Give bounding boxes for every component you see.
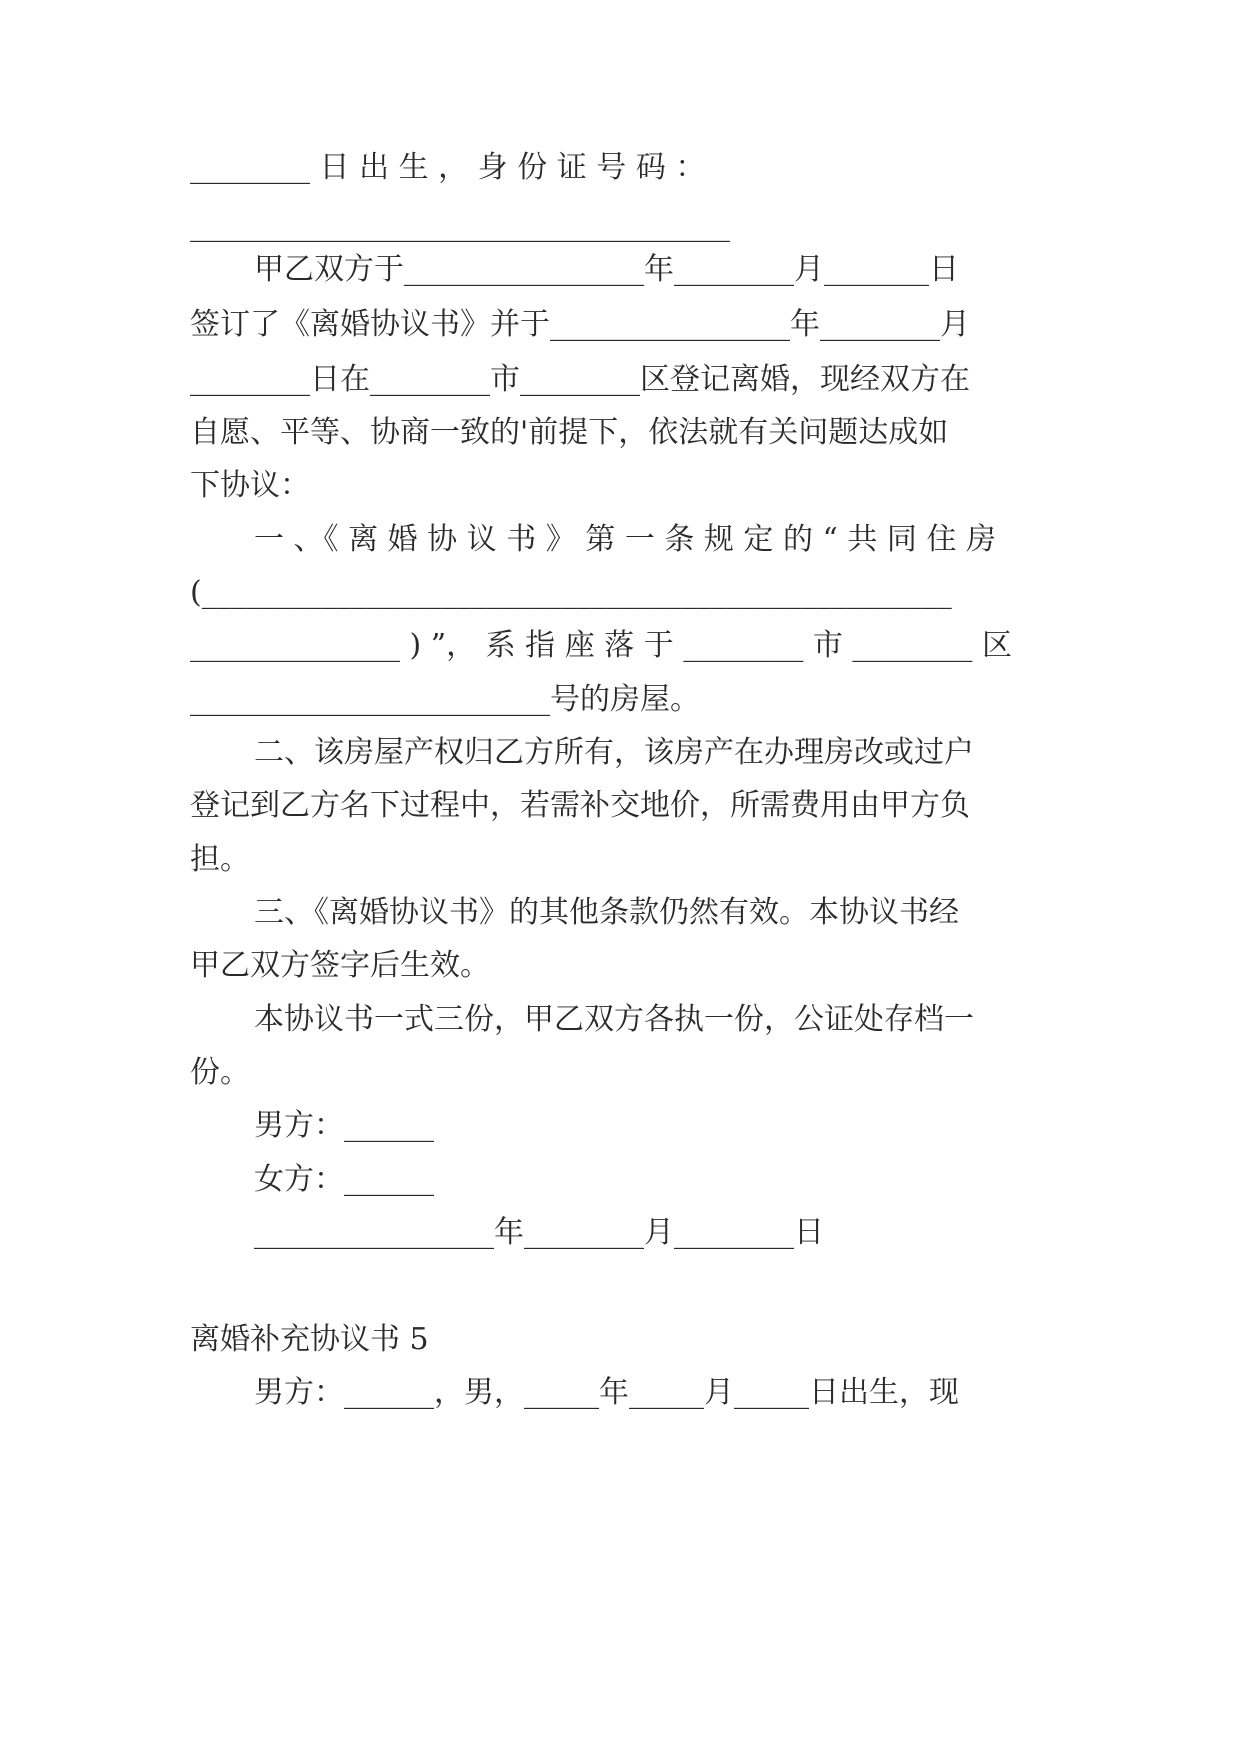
- text-line: 三、《离婚协议书》的其他条款仍然有效。本协议书经: [254, 895, 959, 930]
- id-number-blank: [190, 206, 1050, 246]
- text-line: ______________ ) ”， 系 指 座 落 于 ________ 市 ________ 区: [190, 628, 1012, 663]
- clause-two-line: [190, 840, 1050, 880]
- clause-two-line: [190, 733, 1050, 773]
- text-line: ________日在________市________区登记离婚，现经双方在: [190, 362, 970, 397]
- clause-three-line: [190, 893, 1050, 933]
- male-signature: [190, 1106, 1050, 1146]
- text-line: 男方：______，男，_____年_____月_____日出生，现: [254, 1375, 959, 1410]
- text-line: 自愿、平等、协商一致的'前提下，依法就有关问题达成如: [190, 415, 949, 450]
- text-line: 签订了《离婚协议书》并于________________年________月: [190, 307, 970, 342]
- text-line: 登记到乙方名下过程中，若需补交地价，所需费用由甲方负: [190, 788, 970, 823]
- text-line: 担。: [190, 842, 250, 877]
- copies-line: [190, 1053, 1050, 1093]
- text-line: 下协议：: [190, 468, 310, 503]
- text-line: 甲乙双方于________________年________月_______日: [254, 252, 959, 287]
- paragraph-line: [190, 413, 1050, 453]
- text-line: (__________________________________________________: [190, 575, 952, 610]
- text-line: 份。: [190, 1055, 250, 1090]
- paragraph-line: [190, 250, 1050, 290]
- clause-two-line: [190, 786, 1050, 826]
- text-line: 男方：______: [254, 1108, 434, 1143]
- clause-one-blank: [190, 573, 1050, 613]
- clause-one-location: [190, 626, 1050, 666]
- section-title: [190, 1320, 1050, 1360]
- copies-line: [190, 1000, 1050, 1040]
- clause-one-line: [190, 520, 1050, 560]
- text-line: 本协议书一式三份，甲乙双方各执一份，公证处存档一: [254, 1002, 974, 1037]
- signing-date: [190, 1213, 1050, 1253]
- text-line: 甲乙双方签字后生效。: [190, 948, 490, 983]
- female-signature: [190, 1160, 1050, 1200]
- text-line: 二、该房屋产权归乙方所有，该房产在办理房改或过户: [254, 735, 974, 770]
- text-line: 女方：______: [254, 1162, 434, 1197]
- text-line: ________________年________月________日: [254, 1215, 824, 1250]
- text-line: ________________________号的房屋。: [190, 682, 700, 717]
- paragraph-line: [190, 305, 1050, 345]
- text-line: ________ 日 出 生 ， 身 份 证 号 码 ：: [190, 150, 706, 185]
- clause-three-line: [190, 946, 1050, 986]
- birth-id-line: [190, 148, 1050, 188]
- paragraph-line: [190, 360, 1050, 400]
- male-party-line: [190, 1373, 1050, 1413]
- paragraph-line: [190, 466, 1050, 506]
- text-line: ____________________________________: [190, 208, 730, 243]
- text-line: 一 、《 离 婚 协 议 书 》 第 一 条 规 定 的 “ 共 同 住 房: [254, 522, 996, 557]
- text-line: 离婚补充协议书 5: [190, 1322, 429, 1357]
- clause-one-house: [190, 680, 1050, 720]
